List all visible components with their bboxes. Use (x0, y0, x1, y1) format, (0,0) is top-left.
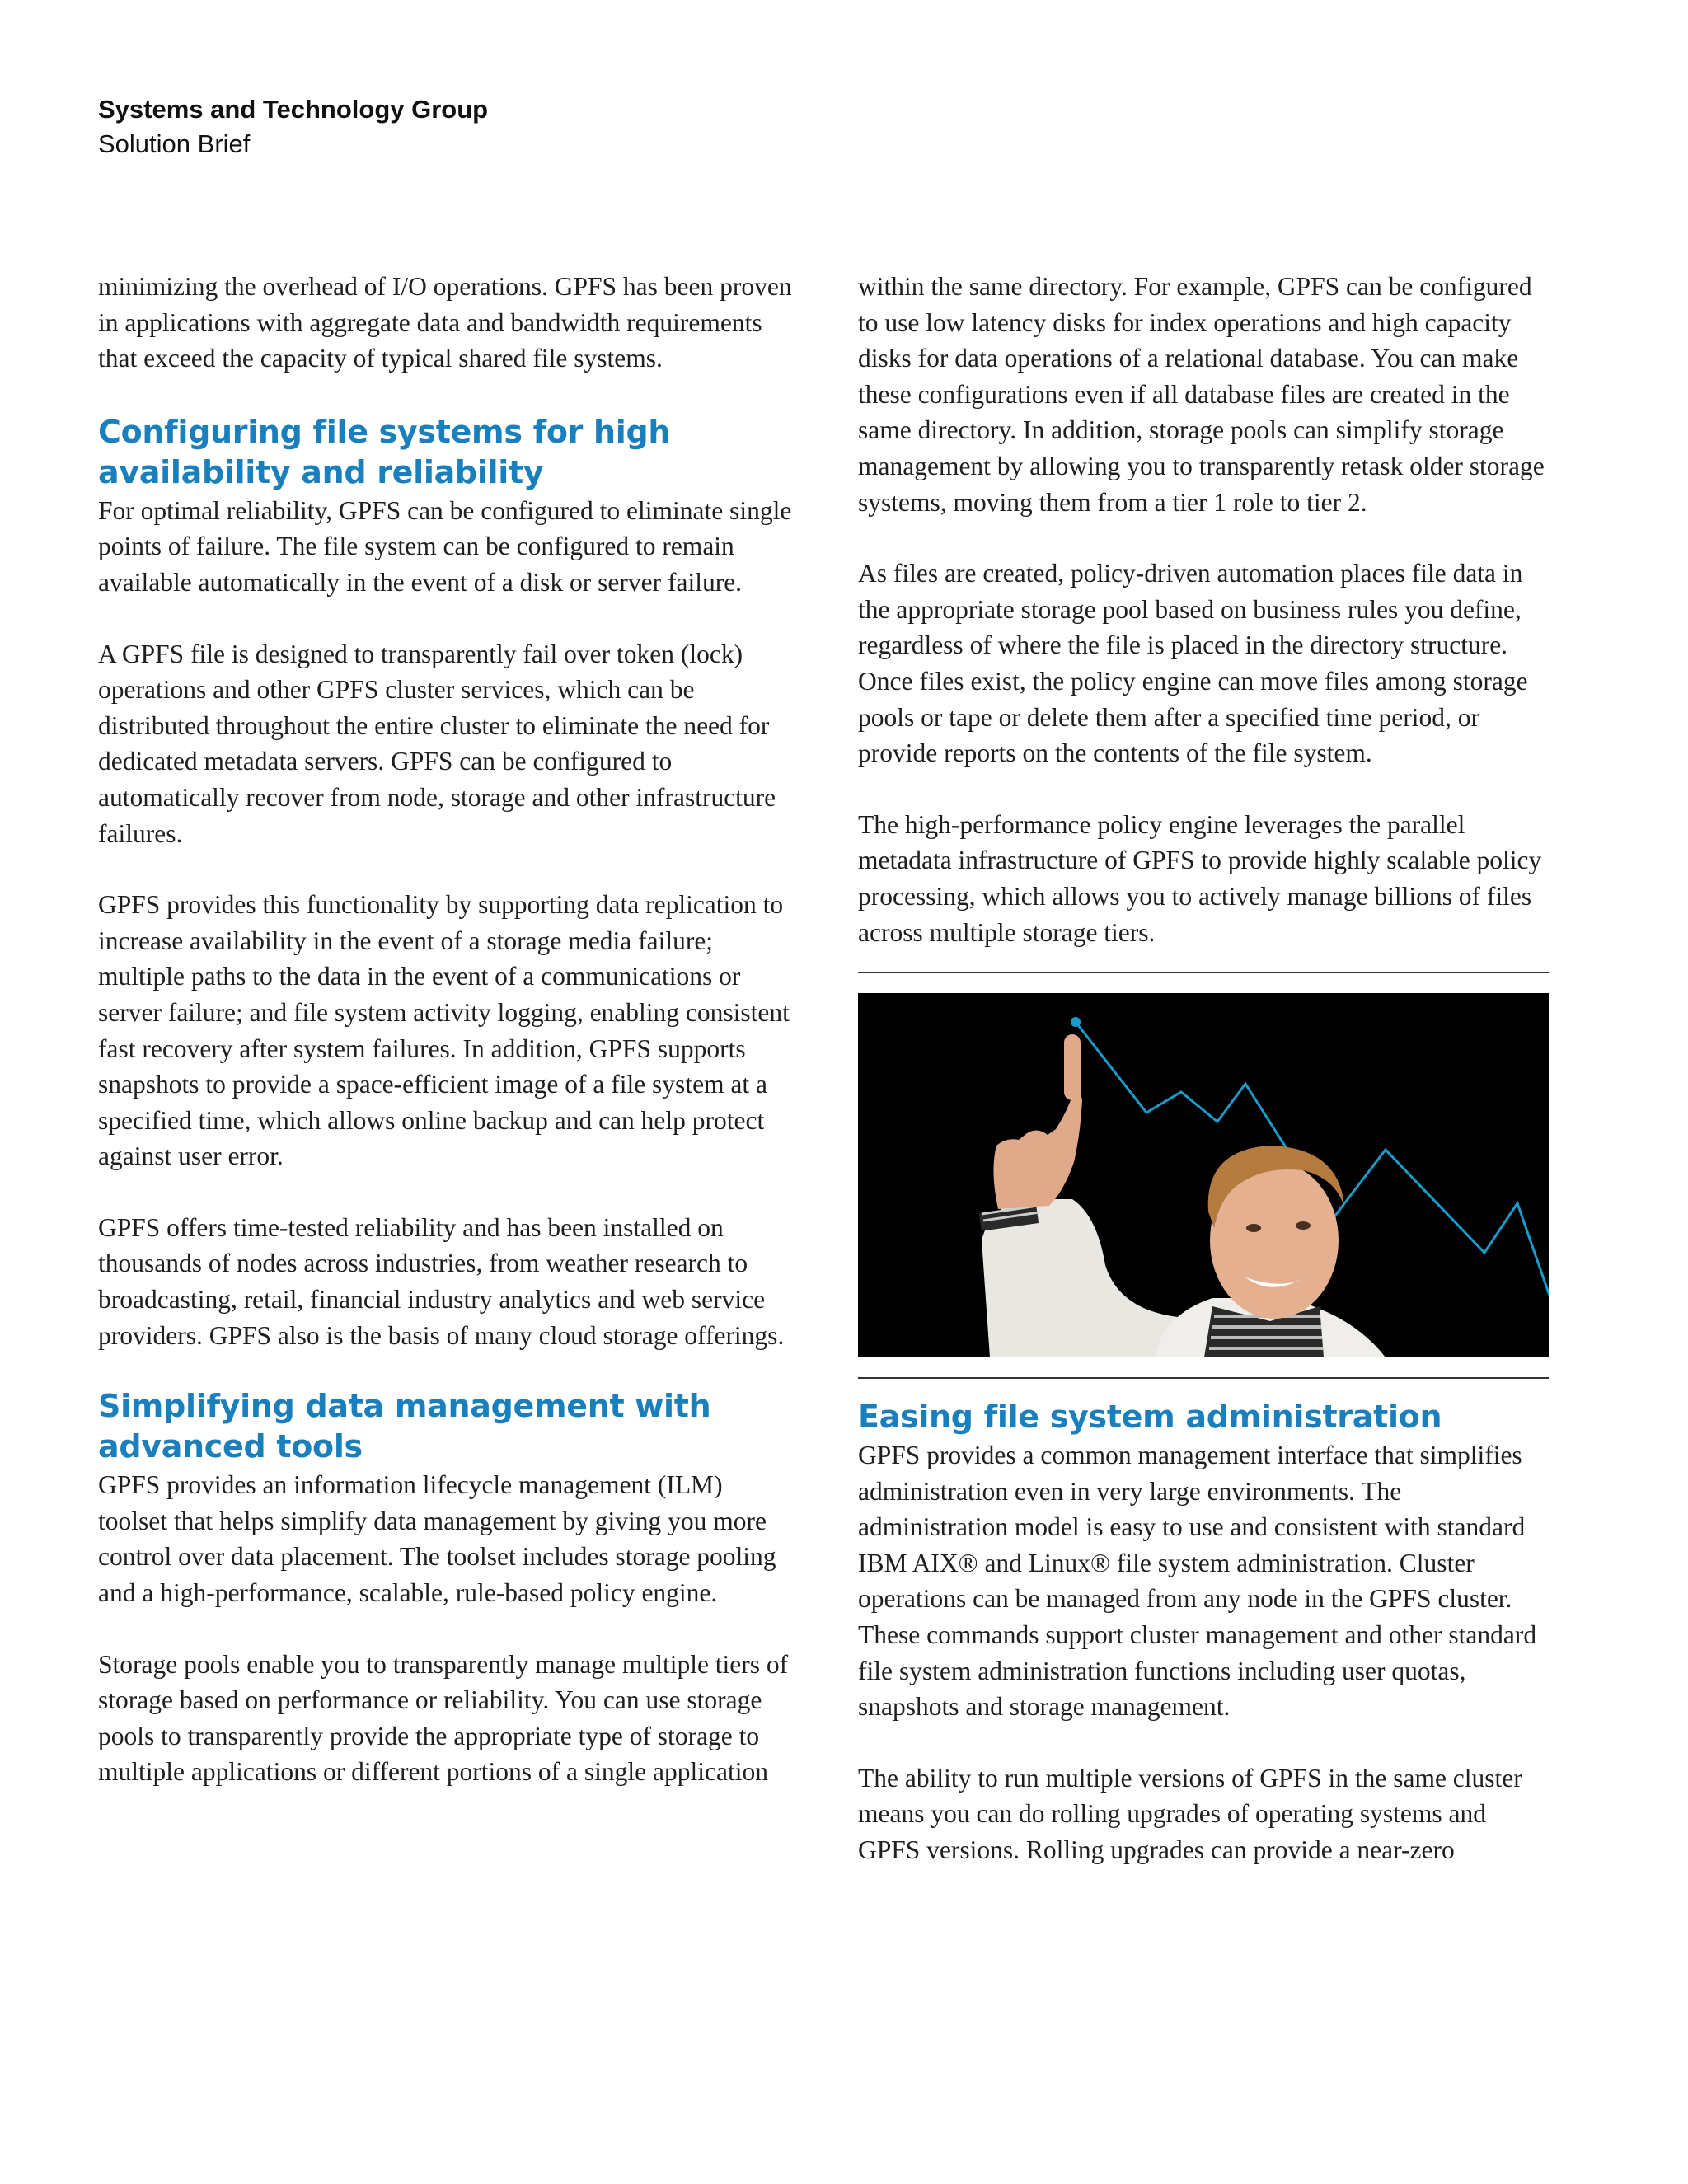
man-head (1208, 1146, 1344, 1319)
page-header (98, 92, 488, 162)
header-group: Systems and Technology Group (98, 95, 489, 124)
photo-illustration (858, 993, 1549, 1357)
left-paragraph-5: GPFS provides an information lifecycle management (ILM) toolset that helps simplify data management by giving you more control over data placement. The toolset includes storage pooling and a high-performance, scalable, rule-based policy engine. (98, 1470, 776, 1608)
divider-top (858, 972, 1549, 973)
right-paragraph-2: The high-performance policy engine leverages the parallel metadata infrastructure of GPFS to provide highly scalable policy processing, which allows you to actively manage billions of files across multiple storage tiers. (858, 809, 1542, 947)
heading-easing: Easing file system administration (858, 1399, 1442, 1436)
left-paragraph-1: For optimal reliability, GPFS can be configured to eliminate single points of failure. The file system can be configured to remain available automatically in the event of a disk or server failure. (98, 495, 792, 597)
raised-hand (993, 1034, 1082, 1209)
right-paragraph-0: within the same directory. For example, GPFS can be configured to use low latency disks for index operations and high capacity disks for data operations of a relational database. You can make these configurations even if all database files are created in the same directory. In addition, storage pools can simplify storage management by allowing you to transparently retask older storage systems, moving them from a tier 1 role to tier 2. (858, 272, 1545, 517)
heading-simplifying: Simplifying data management with advanced tools (98, 1388, 711, 1465)
right-paragraph-3: GPFS provides a common management interface that simplifies administration even in very large environments. The administration model is easy to use and consistent with standard IBM AIX® and Linux® file system administration. Cluster operations can be managed from any node in the GPFS cluster. These commands support cluster management and other standard file system administration functions including user quotas, snapshots and storage management. (858, 1441, 1537, 1722)
left-paragraph-0: minimizing the overhead of I/O operations. GPFS has been proven in applications with aggregate data and bandwidth requirements that exceed the capacity of typical shared file systems. (98, 272, 792, 373)
header-doc-type: Solution Brief (98, 129, 251, 158)
trend-line-start-dot (1071, 1017, 1081, 1027)
right-column (858, 269, 1552, 1904)
left-paragraph-3: GPFS provides this functionality by supporting data replication to increase availability in the event of a storage media failure; multiple paths to the data in the event of a communications or server failure; and file system activity logging, enabling consistent fast recovery after system failures. In addition, GPFS supports snapshots to provide a space-efficient image of a file system at a specified time, which allows online backup and can help protect against user error. (98, 890, 790, 1171)
divider-bottom (858, 1377, 1549, 1379)
left-paragraph-2: A GPFS file is designed to transparently fail over token (lock) operations and other GPFS cluster services, which can be distributed throughout the entire cluster to eliminate the need for dedicated metadata servers. GPFS can be configured to automatically recover from node, storage and other infrastructure failures. (98, 639, 776, 848)
right-paragraph-4: The ability to run multiple versions of GPFS in the same cluster means you can do rolling upgrades of operating systems and GPFS versions. Rolling upgrades can provide a near-zero (858, 1763, 1522, 1865)
left-paragraph-6: Storage pools enable you to transparently manage multiple tiers of storage based on performance or reliability. You can use storage pools to transparently provide the appropriate type of storage to multiple applications or different portions of a single application (98, 1649, 789, 1787)
right-paragraph-1: As files are created, policy-driven automation places file data in the appropriate storage pool based on business rules you define, regardless of where the file is placed in the directory structure. Once files exist, the policy engine can move files among storage pools or tape or delete them after a specified time period, or provide reports on the contents of the file system. (858, 559, 1528, 768)
photo-man-pointing (858, 993, 1549, 1357)
left-column (98, 269, 792, 1825)
left-paragraph-4: GPFS offers time-tested reliability and has been installed on thousands of nodes across industries, from weather research to broadcasting, retail, financial industry analytics and web service providers. GPFS also is the basis of many cloud storage offerings. (98, 1212, 785, 1350)
heading-configuring: Configuring file systems for high availability and reliability (98, 413, 671, 490)
